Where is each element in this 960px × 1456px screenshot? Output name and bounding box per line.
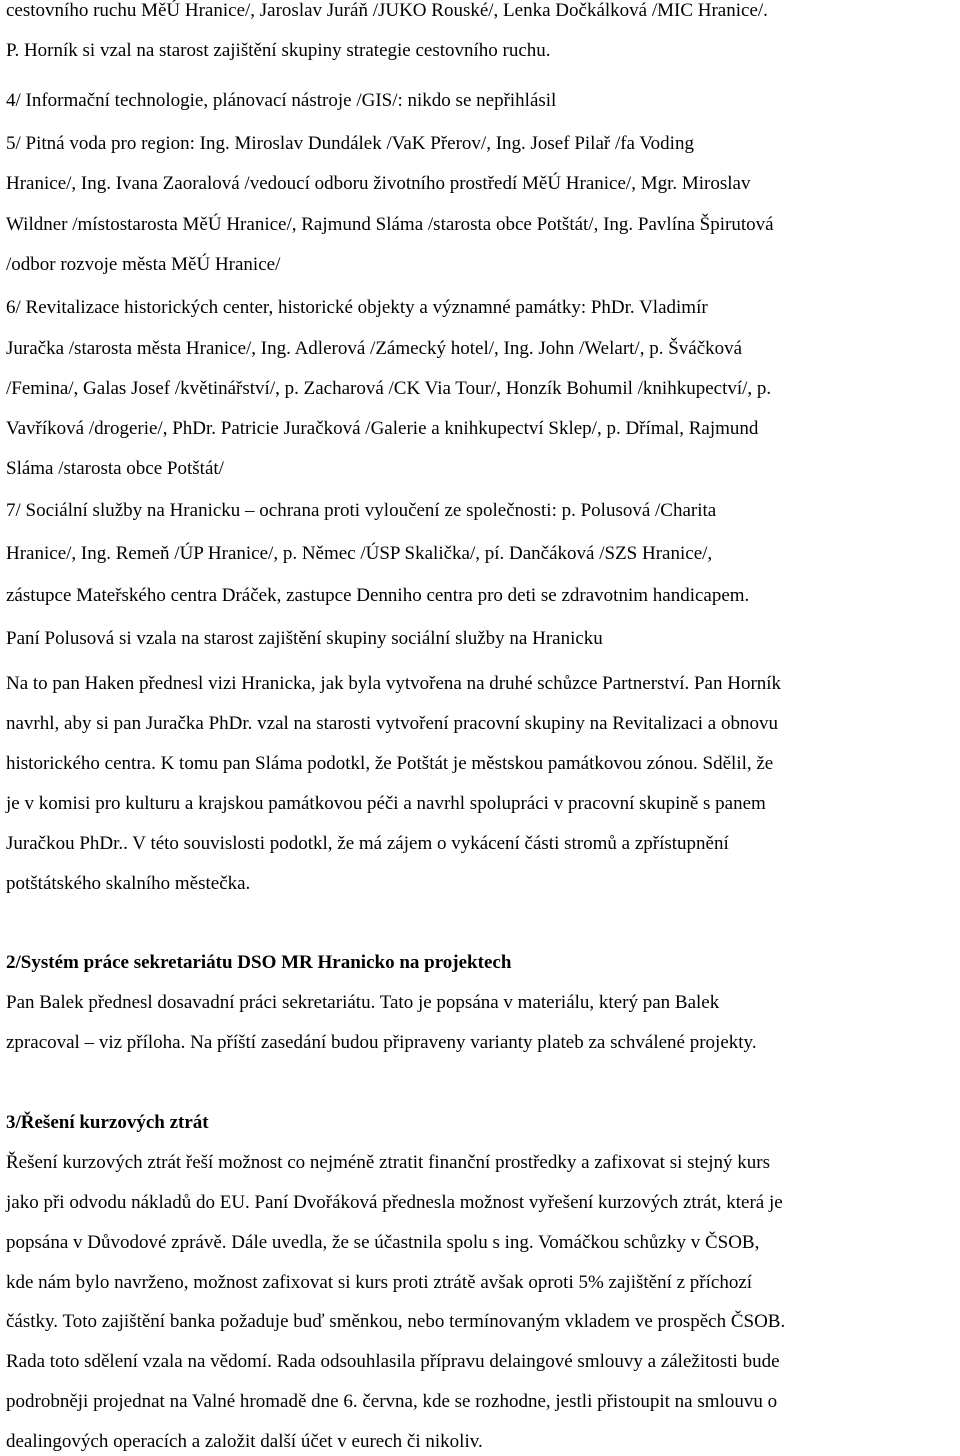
- text-line: Řešení kurzových ztrát řeší možnost co nejméně ztratit finanční prostředky a zafixovat si stejný kurs: [6, 1152, 770, 1173]
- section-heading: 2/Systém práce sekretariátu DSO MR Hranicko na projektech: [6, 952, 512, 973]
- section-heading: 3/Řešení kurzových ztrát: [6, 1112, 209, 1133]
- text-line: Wildner /místostarosta MěÚ Hranice/, Rajmund Sláma /starosta obce Potštát/, Ing. Pavlína Špirutová: [6, 214, 774, 235]
- text-line: podrobněji projednat na Valné hromadě dne 6. června, kde se rozhodne, jestli přistoupit na smlouvu o: [6, 1391, 778, 1412]
- text-line: 4/ Informační technologie, plánovací nástroje /GIS/: nikdo se nepřihlásil: [6, 90, 557, 111]
- text-line: je v komisi pro kulturu a krajskou památkovou péči a navrhl spolupráci v pracovní skupině s panem: [6, 793, 766, 814]
- text-line: potštátského skalního městečka.: [6, 873, 251, 894]
- text-line: kde nám bylo navrženo, možnost zafixovat si kurs proti ztrátě avšak oproti 5% zajištění z příchozí: [6, 1272, 753, 1293]
- text-line: /odbor rozvoje města MěÚ Hranice/: [6, 254, 281, 275]
- text-line: částky. Toto zajištění banka požaduje buď směnkou, nebo termínovaným vkladem ve prospěch ČSOB.: [6, 1311, 786, 1332]
- text-line: Rada toto sdělení vzala na vědomí. Rada odsouhlasila přípravu delaingové smlouvy a záležitosti bude: [6, 1351, 780, 1372]
- text-line: popsána v Důvodové zprávě. Dále uvedla, že se účastnila spolu s ing. Vomáčkou schůzky v ČSOB,: [6, 1232, 760, 1253]
- text-line: /Femina/, Galas Josef /květinářství/, p. Zacharová /CK Via Tour/, Honzík Bohumil /knihkupectví/, p.: [6, 378, 772, 399]
- text-line: zpracoval – viz příloha. Na příští zasedání budou připraveny varianty plateb za schválené projekty.: [6, 1032, 757, 1053]
- text-line: P. Horník si vzal na starost zajištění skupiny strategie cestovního ruchu.: [6, 40, 551, 61]
- text-line: Juračkou PhDr.. V této souvislosti podotkl, že má zájem o vykácení části stromů a zpřístupnění: [6, 833, 729, 854]
- text-line: navrhl, aby si pan Juračka PhDr. vzal na starosti vytvoření pracovní skupiny na Revitalizaci a obnovu: [6, 713, 778, 734]
- text-line: dealingových operacích a založit další účet v eurech či nikoliv.: [6, 1431, 483, 1452]
- text-line: Sláma /starosta obce Potštát/: [6, 458, 224, 479]
- text-line: jako při odvodu nákladů do EU. Paní Dvořáková přednesla možnost vyřešení kurzových ztrát, která je: [6, 1192, 783, 1213]
- text-line: Pan Balek přednesl dosavadní práci sekretariátu. Tato je popsána v materiálu, který pan Balek: [6, 992, 720, 1013]
- text-line: cestovního ruchu MěÚ Hranice/, Jaroslav Juráň /JUKO Rouské/, Lenka Dočkálková /MIC Hranice/.: [6, 0, 768, 21]
- text-line: historického centra. K tomu pan Sláma podotkl, že Potštát je městskou památkovou zónou. Sdělil, že: [6, 753, 774, 774]
- text-line: Paní Polusová si vzala na starost zajištění skupiny sociální služby na Hranicku: [6, 628, 603, 649]
- text-line: 6/ Revitalizace historických center, historické objekty a významné památky: PhDr. Vladimír: [6, 297, 708, 318]
- text-line: 5/ Pitná voda pro region: Ing. Miroslav Dundálek /VaK Přerov/, Ing. Josef Pilař /fa Voding: [6, 133, 694, 154]
- text-line: 7/ Sociální služby na Hranicku – ochrana proti vyloučení ze společnosti: p. Polusová /Charita: [6, 500, 717, 521]
- text-line: Vavříková /drogerie/, PhDr. Patricie Juračková /Galerie a knihkupectví Sklep/, p. Dřímal, Rajmund: [6, 418, 759, 439]
- text-line: Hranice/, Ing. Remeň /ÚP Hranice/, p. Němec /ÚSP Skalička/, pí. Dančáková /SZS Hranice/,: [6, 543, 713, 564]
- text-line: Hranice/, Ing. Ivana Zaoralová /vedoucí odboru životního prostředí MěÚ Hranice/, Mgr. Miroslav: [6, 173, 751, 194]
- text-line: Juračka /starosta města Hranice/, Ing. Adlerová /Zámecký hotel/, Ing. John /Welart/, p. Šváčková: [6, 338, 743, 359]
- text-line: zástupce Mateřského centra Dráček, zastupce Denniho centra pro deti se zdravotnim handicapem.: [6, 585, 750, 606]
- text-line: Na to pan Haken přednesl vizi Hranicka, jak byla vytvořena na druhé schůzce Partnerství. Pan Horník: [6, 673, 782, 694]
